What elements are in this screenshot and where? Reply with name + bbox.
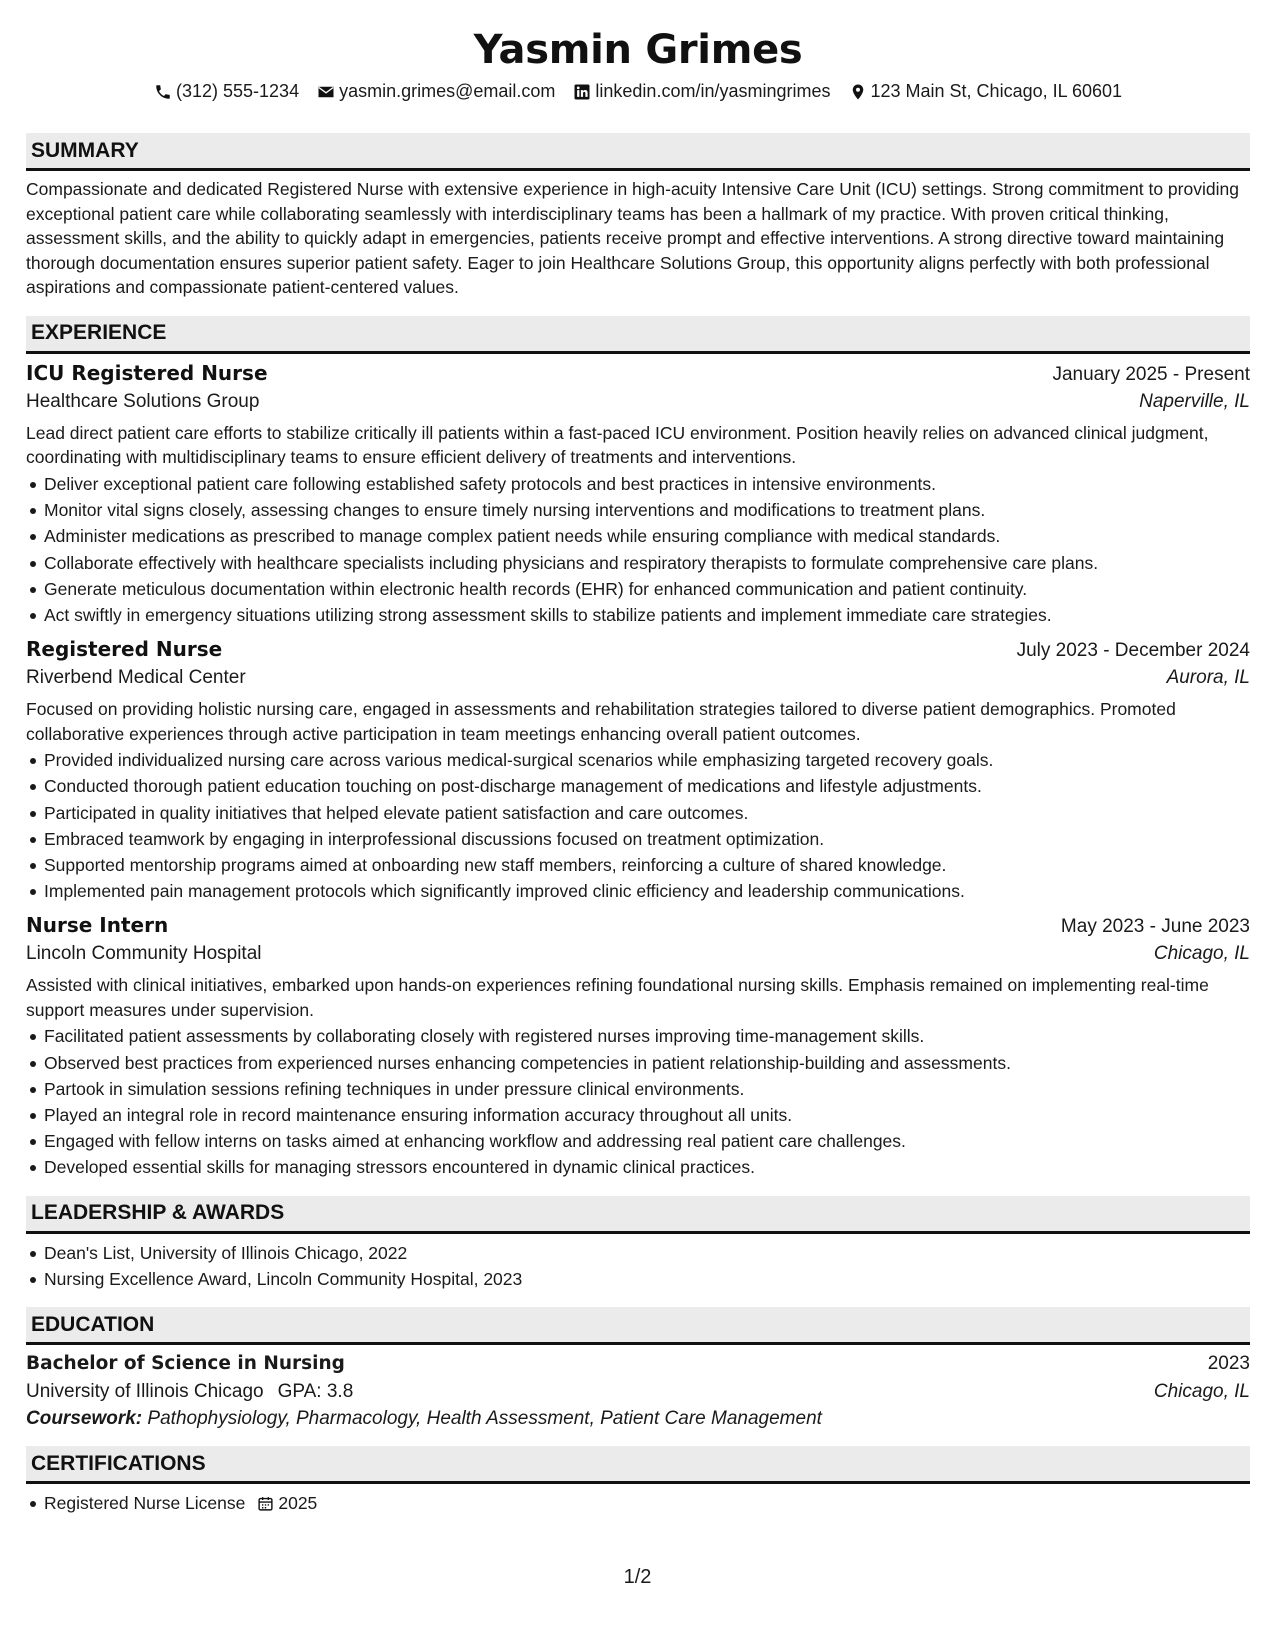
certifications-heading: CERTIFICATIONS [26,1446,1250,1484]
degree-name: Bachelor of Science in Nursing [26,1353,345,1375]
graduation-year: 2023 [1207,1353,1250,1375]
job-subheader [26,391,1250,413]
job-location: Naperville, IL [1139,390,1250,412]
job-bullets [26,747,1250,904]
summary-text: Compassionate and dedicated Registered Nurse with extensive experience in high-acuity Intensive Care Unit (ICU) settings. Strong commitment to providing exceptional patient care while collaborating seamlessly with interdisciplinary teams has been a hallmark of my practice. With proven critical thinking, assessment skills, and the ability to quickly adapt in emergencies, patients receive prompt and effective interventions. A strong directive toward maintaining thorough documentation ensures superior patient safety. Eager to join Healthcare Solutions Group, this opportunity aligns perfectly with both professional aspirations and compassionate patient-centered values. [26,179,1239,298]
list-item: Played an integral role in record maintenance ensuring information accuracy throughout all units. [26,1102,1250,1128]
certification-entry [44,1490,1250,1516]
contact-linkedin [573,81,830,102]
job-header [26,637,1250,662]
job-dates: January 2025 - Present [1052,363,1250,385]
certifications-list [26,1490,1250,1516]
awards-list [26,1240,1250,1292]
job-title: ICU Registered Nurse [26,360,268,385]
page-number: 1/2 [623,1566,652,1588]
certification-year: 2025 [278,1493,318,1514]
list-item: Facilitated patient assessments by collaborating closely with registered nurses improving time-management skills. [26,1023,1250,1049]
job-header [26,361,1250,386]
phone-number: (312) 555-1234 [175,81,300,101]
job-bullets [26,471,1250,628]
job-dates: May 2023 - June 2023 [1060,916,1250,938]
calendar-icon [257,1495,274,1512]
job-header [26,913,1250,938]
envelope-icon [317,83,335,101]
list-item: Implemented pain management protocols which significantly improved clinic efficiency and leadership communications. [26,878,1250,904]
school-info [26,1381,353,1403]
list-item: Collaborate effectively with healthcare specialists including physicians and respiratory therapists to formulate comprehensive care plans. [26,550,1250,576]
job-location: Aurora, IL [1166,667,1250,689]
list-item: Engaged with fellow interns on tasks aimed at enhancing workflow and addressing real patient care challenges. [26,1128,1250,1154]
contact-email [317,81,555,102]
list-item: Provided individualized nursing care across various medical-surgical scenarios while emphasizing targeted recovery goals. [26,747,1250,773]
phone-icon [154,83,172,101]
linkedin-icon [573,83,591,101]
job-description: Assisted with clinical initiatives, embarked upon hands-on experiences refining foundational nursing skills. Emphasis remained on implementing real-time support measures under supervision. [26,975,1209,1020]
list-item: Deliver exceptional patient care following established safety protocols and best practices in intensive environments. [26,471,1250,497]
job-description: Focused on providing holistic nursing care, engaged in assessments and rehabilitation strategies tailored to diverse patient demographics. Promoted collaborative experiences through active participation in team meetings enhancing overall patient outcomes. [26,699,1176,744]
list-item: Monitor vital signs closely, assessing changes to ensure timely nursing interventions and modifications to treatment plans. [26,497,1250,523]
resume-page [26,0,1250,1516]
awards-heading: LEADERSHIP & AWARDS [26,1196,1250,1234]
education-header [26,1353,1250,1375]
job-location: Chicago, IL [1153,943,1250,965]
job-entry [26,913,1250,1180]
candidate-name: Yasmin Grimes [473,27,803,73]
map-pin-icon [849,83,867,101]
contact-address [849,81,1123,102]
job-subheader [26,667,1250,689]
list-item: Generate meticulous documentation within electronic health records (EHR) for enhanced communication and patient continuity. [26,576,1250,602]
email-address: yasmin.grimes@email.com [339,81,556,101]
list-item: Embraced teamwork by engaging in interprofessional discussions focused on treatment optimization. [26,826,1250,852]
street-address: 123 Main St, Chicago, IL 60601 [870,81,1122,101]
school-location: Chicago, IL [1153,1381,1250,1403]
coursework [26,1408,1250,1430]
job-subheader [26,943,1250,965]
list-item: Dean's List, University of Illinois Chicago, 2022 [26,1240,1250,1266]
school-name: University of Illinois Chicago [26,1381,264,1403]
education-subheader [26,1381,1250,1403]
list-item [26,1490,1250,1516]
job-company: Riverbend Medical Center [26,667,246,689]
job-company: Lincoln Community Hospital [26,943,262,965]
list-item: Developed essential skills for managing stressors encountered in dynamic clinical practices. [26,1154,1250,1180]
job-description: Lead direct patient care efforts to stabilize critically ill patients within a fast-paced ICU environment. Position heavily relies on advanced clinical judgment, coordinating with multidisciplinary teams to ensure efficient delivery of treatments and interventions. [26,422,1209,468]
linkedin-url: linkedin.com/in/yasmingrimes [595,81,831,101]
certification-name: Registered Nurse License [44,1493,246,1514]
job-dates: July 2023 - December 2024 [1016,640,1250,662]
gpa: GPA: 3.8 [277,1381,354,1403]
list-item: Conducted thorough patient education touching on post-discharge management of medications and lifestyle adjustments. [26,773,1250,799]
list-item: Administer medications as prescribed to manage complex patient needs while ensuring compliance with medical standards. [26,523,1250,549]
list-item: Partook in simulation sessions refining techniques in under pressure clinical environments. [26,1076,1250,1102]
experience-heading: EXPERIENCE [26,316,1250,354]
job-company: Healthcare Solutions Group [26,390,260,412]
coursework-list: Pathophysiology, Pharmacology, Health Assessment, Patient Care Management [147,1408,822,1430]
list-item: Participated in quality initiatives that helped elevate patient satisfaction and care outcomes. [26,800,1250,826]
list-item: Observed best practices from experienced nurses enhancing competencies in patient relationship-building and assessments. [26,1050,1250,1076]
job-entry [26,637,1250,904]
job-title: Nurse Intern [26,913,169,938]
summary-heading: SUMMARY [26,133,1250,171]
job-title: Registered Nurse [26,637,223,662]
job-bullets [26,1023,1250,1180]
contact-phone [154,81,299,102]
list-item: Act swiftly in emergency situations utilizing strong assessment skills to stabilize patients and implement immediate care strategies. [26,602,1250,628]
job-entry [26,361,1250,628]
education-heading: EDUCATION [26,1307,1250,1345]
list-item: Nursing Excellence Award, Lincoln Community Hospital, 2023 [26,1266,1250,1292]
contact-bar [26,81,1250,102]
coursework-label: Coursework: [26,1408,143,1430]
list-item: Supported mentorship programs aimed at onboarding new staff members, reinforcing a culture of shared knowledge. [26,852,1250,878]
